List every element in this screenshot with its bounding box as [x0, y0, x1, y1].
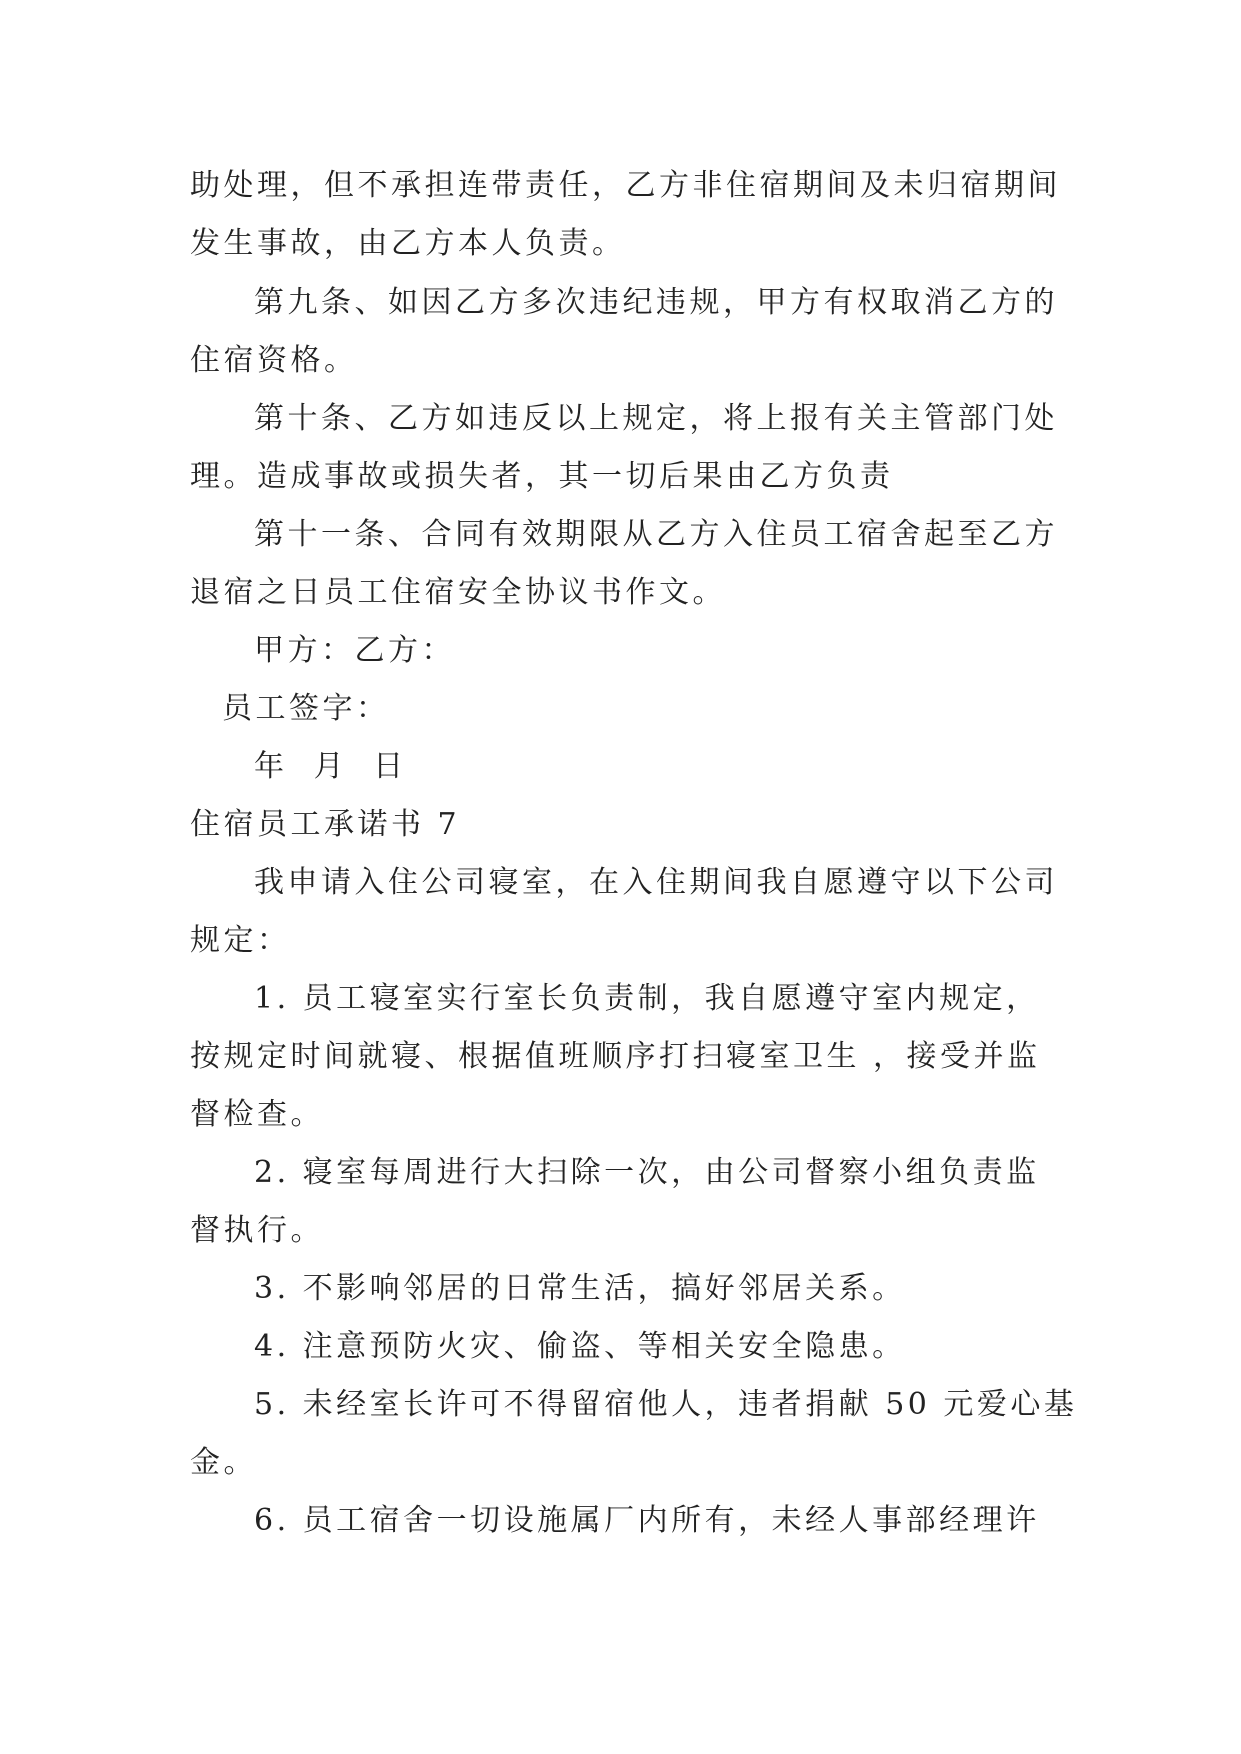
- paragraph-article-9: 第九条、如因乙方多次违纪违规，甲方有权取消乙方的: [254, 285, 1058, 320]
- text-line: 金。: [190, 1445, 257, 1480]
- text-line: 住宿资格。: [190, 343, 358, 378]
- party-signature-line: 甲方：乙方：: [254, 633, 455, 668]
- text-line: 理。造成事故或损失者，其一切后果由乙方负责: [190, 459, 894, 494]
- text-line: 按规定时间就寝、根据值班顺序打扫寝室卫生 ，接受并监: [190, 1039, 1041, 1074]
- section-heading: 住宿员工承诺书 7: [190, 807, 461, 842]
- text-line: 督检查。: [190, 1097, 324, 1132]
- date-line: 年 月 日: [254, 749, 407, 784]
- text-line: 规定：: [190, 923, 291, 958]
- list-item-2: 2. 寝室每周进行大扫除一次，由公司督察小组负责监: [254, 1155, 1040, 1190]
- text-line: 退宿之日员工住宿安全协议书作文。: [190, 575, 726, 610]
- employee-signature-line: 员工签字：: [222, 691, 390, 726]
- list-item-4: 4. 注意预防火灾、偷盗、等相关安全隐患。: [254, 1329, 906, 1364]
- text-line: 发生事故，由乙方本人负责。: [190, 226, 626, 261]
- paragraph-article-11: 第十一条、合同有效期限从乙方入住员工宿舍起至乙方: [254, 517, 1058, 552]
- list-item-1: 1. 员工寝室实行室长负责制，我自愿遵守室内规定，: [254, 981, 1040, 1016]
- list-item-3: 3. 不影响邻居的日常生活，搞好邻居关系。: [254, 1271, 906, 1306]
- paragraph-intro: 我申请入住公司寝室，在入住期间我自愿遵守以下公司: [254, 865, 1058, 900]
- text-line: 督执行。: [190, 1213, 324, 1248]
- paragraph-article-10: 第十条、乙方如违反以上规定，将上报有关主管部门处: [254, 401, 1058, 436]
- text-line: 助处理，但不承担连带责任，乙方非住宿期间及未归宿期间: [190, 168, 1061, 203]
- list-item-6: 6. 员工宿舍一切设施属厂内所有，未经人事部经理许: [254, 1503, 1040, 1538]
- list-item-5: 5. 未经室长许可不得留宿他人，违者捐献 50 元爱心基: [254, 1387, 1078, 1422]
